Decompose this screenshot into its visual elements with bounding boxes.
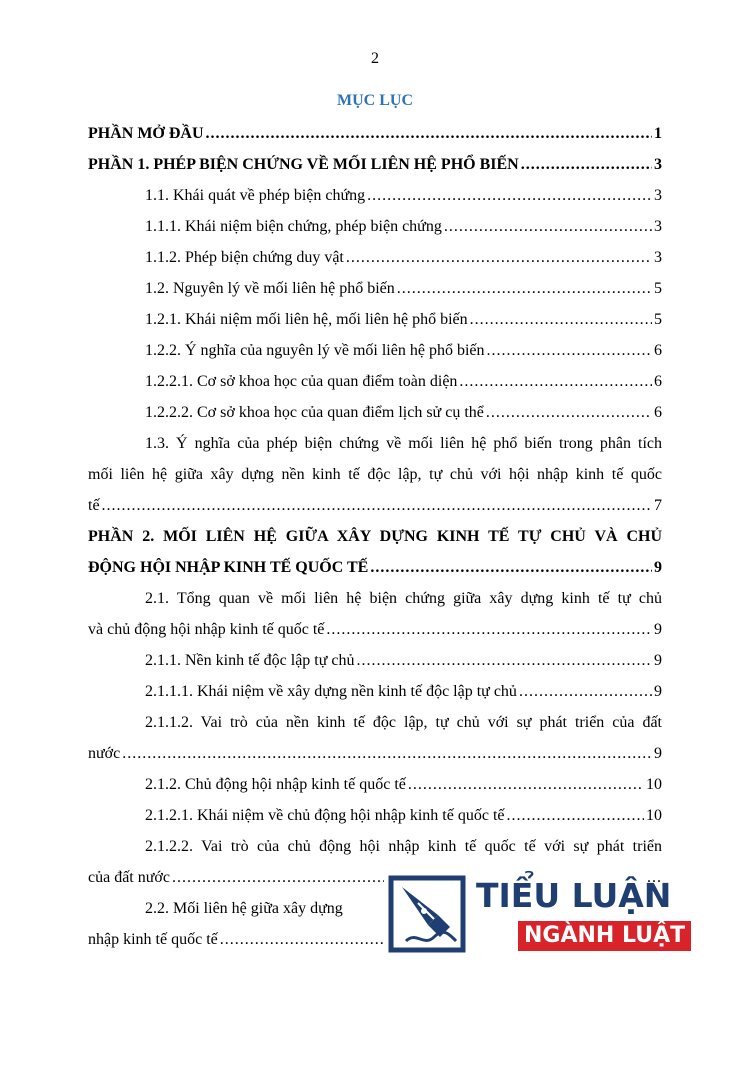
toc-entry[interactable]: 1.2.2. Ý nghĩa của nguyên lý về mối liên hệ phổ biến ..... 6 [88, 335, 662, 366]
toc-entry[interactable]: 2.1.1. Nền kinh tế độc lập tự chủ ..... 9 [88, 645, 662, 676]
table-of-contents [88, 118, 662, 955]
toc-entry-line: PHẦN 2. MỐI LIÊN HỆ GIỮA XÂY DỰNG KINH TẾ TỰ CHỦ VÀ CHỦ [88, 528, 662, 545]
toc-title: MỤC LỤC [337, 92, 413, 109]
page-number: 2 [371, 50, 379, 67]
toc-entry[interactable]: 2.1.2.1. Khái niệm về chủ động hội nhập kinh tế quốc tế ..... 10 [88, 800, 662, 831]
toc-entry-line: 2.1.2.2. Vai trò của chủ động hội nhập kinh tế quốc tế với sự phát triển [145, 838, 662, 855]
watermark-logo [384, 869, 686, 955]
toc-entry[interactable]: 2.1.2. Chủ động hội nhập kinh tế quốc tế ..... 10 [88, 769, 662, 800]
toc-entry[interactable]: 1.2.2.2. Cơ sở khoa học của quan điểm lịch sử cụ thể ..... 6 [88, 397, 662, 428]
logo-tagline: NGÀNH LUẬT [518, 921, 691, 951]
toc-entry[interactable]: 1.3. Ý nghĩa của phép biện chứng về mối liên hệ phổ biến trong phân tích mối liên hệ giữa xây dựng nền kinh tế độc lập, tự chủ với hội nhập kinh tế quốc tế ..... 7 [88, 428, 662, 521]
toc-entry[interactable]: 1.2.2.1. Cơ sở khoa học của quan điểm toàn diện ..... 6 [88, 366, 662, 397]
toc-entry[interactable]: 2.2. Mối liên hệ giữa xây dựng nhập kinh tế quốc tế ..... [88, 893, 662, 955]
toc-entry[interactable]: 1.1.1. Khái niệm biện chứng, phép biện chứng ..... 3 [88, 211, 662, 242]
toc-entry[interactable]: 2.1.1.1. Khái niệm về xây dựng nền kinh tế độc lập tự chủ ..... 9 [88, 676, 662, 707]
toc-entry[interactable]: 1.2.1. Khái niệm mối liên hệ, mối liên hệ phổ biến ..... 5 [88, 304, 662, 335]
toc-entry[interactable]: 2.1. Tổng quan về mối liên hệ biện chứng giữa xây dựng kinh tế tự chủ và chủ động hội nhập kinh tế quốc tế ..... 9 [88, 583, 662, 645]
toc-entry[interactable]: 1.1. Khái quát về phép biện chứng ..... 3 [88, 180, 662, 211]
toc-entry[interactable]: PHẦN 2. MỐI LIÊN HỆ GIỮA XÂY DỰNG KINH TẾ TỰ CHỦ VÀ CHỦ ĐỘNG HỘI NHẬP KINH TẾ QUỐC TẾ ..... 9 [88, 521, 662, 583]
toc-entry[interactable]: 2.1.1.2. Vai trò của nền kinh tế độc lập, tự chủ với sự phát triển của đất nước ..... 9 [88, 707, 662, 769]
toc-entry[interactable]: 2.1.2.2. Vai trò của chủ động hội nhập kinh tế quốc tế với sự phát triển của đất nước ..... [88, 831, 662, 893]
pen-nib-icon [388, 875, 466, 953]
toc-entry-line: 2.1.1.2. Vai trò của nền kinh tế độc lập, tự chủ với sự phát triển của đất [145, 714, 662, 731]
toc-entry-line: 1.3. Ý nghĩa của phép biện chứng về mối liên hệ phổ biến trong phân tích [145, 435, 662, 452]
toc-entry[interactable]: PHẦN 1. PHÉP BIỆN CHỨNG VỀ MỐI LIÊN HỆ PHỔ BIẾN ..... 3 [88, 149, 662, 180]
toc-entry-line: 2.1. Tổng quan về mối liên hệ biện chứng giữa xây dựng kinh tế tự chủ [145, 590, 662, 607]
toc-entry[interactable]: 1.1.2. Phép biện chứng duy vật ..... 3 [88, 242, 662, 273]
toc-entry-line: mối liên hệ giữa xây dựng nền kinh tế độc lập, tự chủ với hội nhập kinh tế quốc [88, 466, 662, 483]
toc-entry[interactable]: PHẦN MỞ ĐẦU ..... 1 [88, 118, 662, 149]
logo-wordmark: TIỂU LUẬN [476, 876, 672, 915]
toc-entry-line: 2.2. Mối liên hệ giữa xây dựng [145, 900, 343, 917]
toc-entry[interactable]: 1.2. Nguyên lý về mối liên hệ phổ biến ..... 5 [88, 273, 662, 304]
